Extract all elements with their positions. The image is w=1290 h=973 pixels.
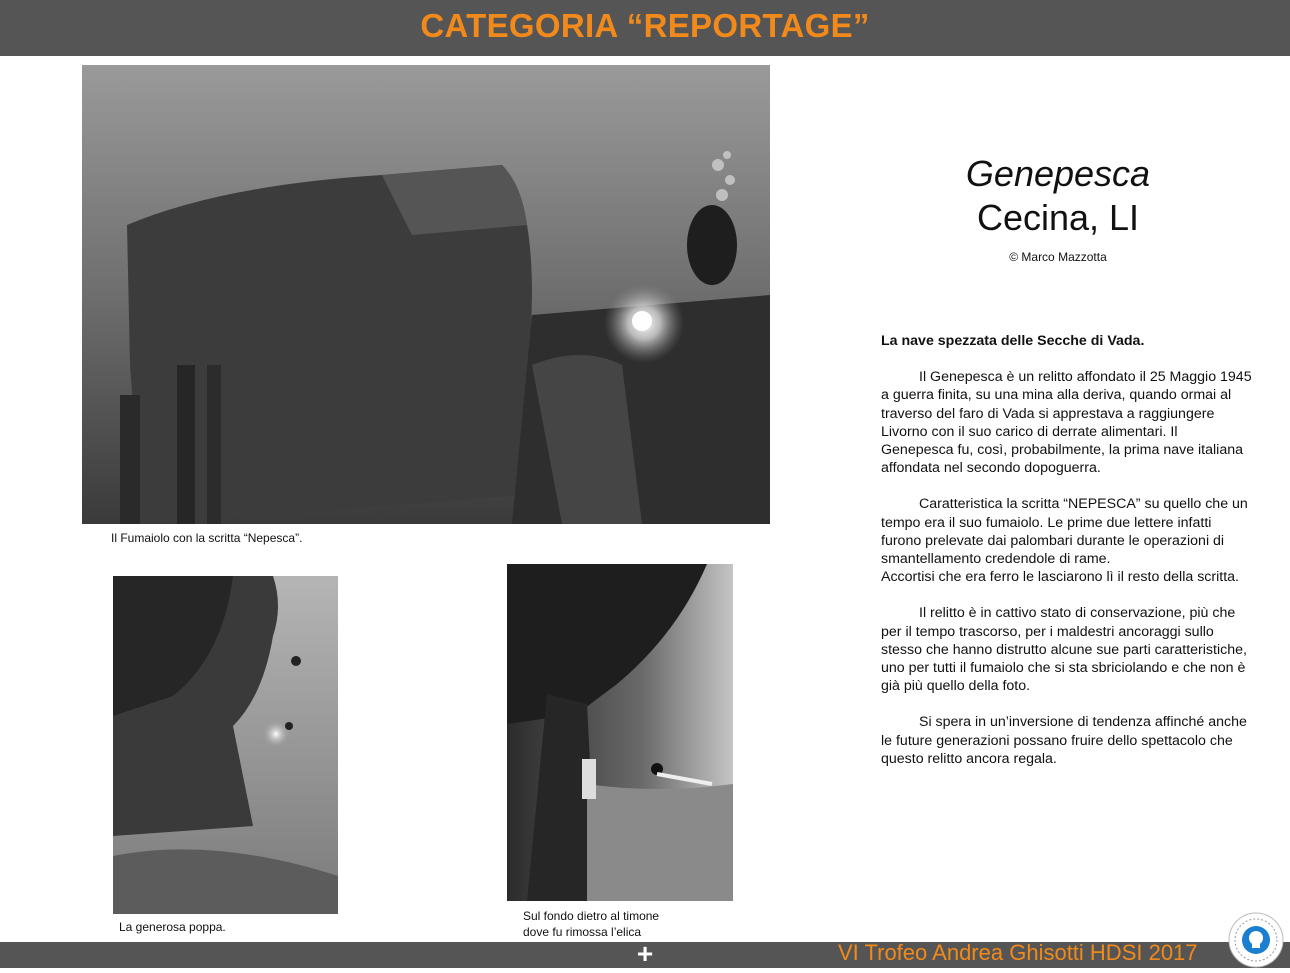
caption-rudder [523, 908, 659, 940]
hdsi-seal-icon [1228, 912, 1284, 968]
article-paragraph-2b: Accortisi che era ferro le lasciarono lì il resto della scritta. [881, 569, 1239, 586]
wreck-name: Genepesca [965, 153, 1151, 194]
article-paragraph-2 [881, 495, 1253, 586]
photo-stern [113, 576, 338, 914]
article-body [881, 332, 1253, 786]
photo-rudder [507, 564, 733, 901]
caption-stern: La generosa poppa. [119, 920, 226, 934]
article-paragraph-4: Si spera in un’inversione di tendenza affinché anche le future generazioni possano fruire dello spettacolo che questo relitto ancora regala. [881, 714, 1247, 767]
footer-trophy-text: VI Trofeo Andrea Ghisotti HDSI 2017 [838, 940, 1198, 965]
plus-icon: + [636, 938, 654, 969]
caption-rudder-line1: Sul fondo dietro al timone [523, 909, 660, 923]
page-title: CATEGORIA “REPORTAGE” [420, 7, 870, 44]
wreck-location: Cecina, LI [976, 197, 1140, 238]
title-block [900, 152, 1216, 264]
photo-credit: © Marco Mazzotta [1009, 250, 1107, 264]
photo-funnel [82, 65, 770, 524]
article-paragraph-1: Il Genepesca è un relitto affondato il 25 Maggio 1945 a guerra finita, su una mina alla deriva, quando ormai al traverso del faro di Vada si apprestava a raggiungere Livorno con il suo carico di derrate alimentari. Il Genepesca fu, così, probabilmente, la prima nave italiana affondata nel secondo dopoguerra. [881, 369, 1252, 477]
caption-funnel: Il Fumaiolo con la scritta “Nepesca”. [111, 531, 303, 545]
article-paragraph-2a: Caratteristica la scritta “NEPESCA” su quello che un tempo era il suo fumaiolo. Le prime due lettere infatti furono prelevate dai palombari durante le operazioni di smantellamento credendole di rame. [881, 496, 1248, 568]
article-heading: La nave spezzata delle Secche di Vada. [881, 333, 1145, 349]
caption-rudder-line2: dove fu rimossa l’elica [523, 925, 642, 939]
article-paragraph-3: Il relitto è in cattivo stato di conservazione, più che per il tempo trascorso, per i maldestri ancoraggi sullo stesso che hanno distrutto alcune sue parti caratteristiche, uno per tutti il fumaiolo che si sta sbriciolando e che non è già più quello della foto. [881, 605, 1247, 695]
